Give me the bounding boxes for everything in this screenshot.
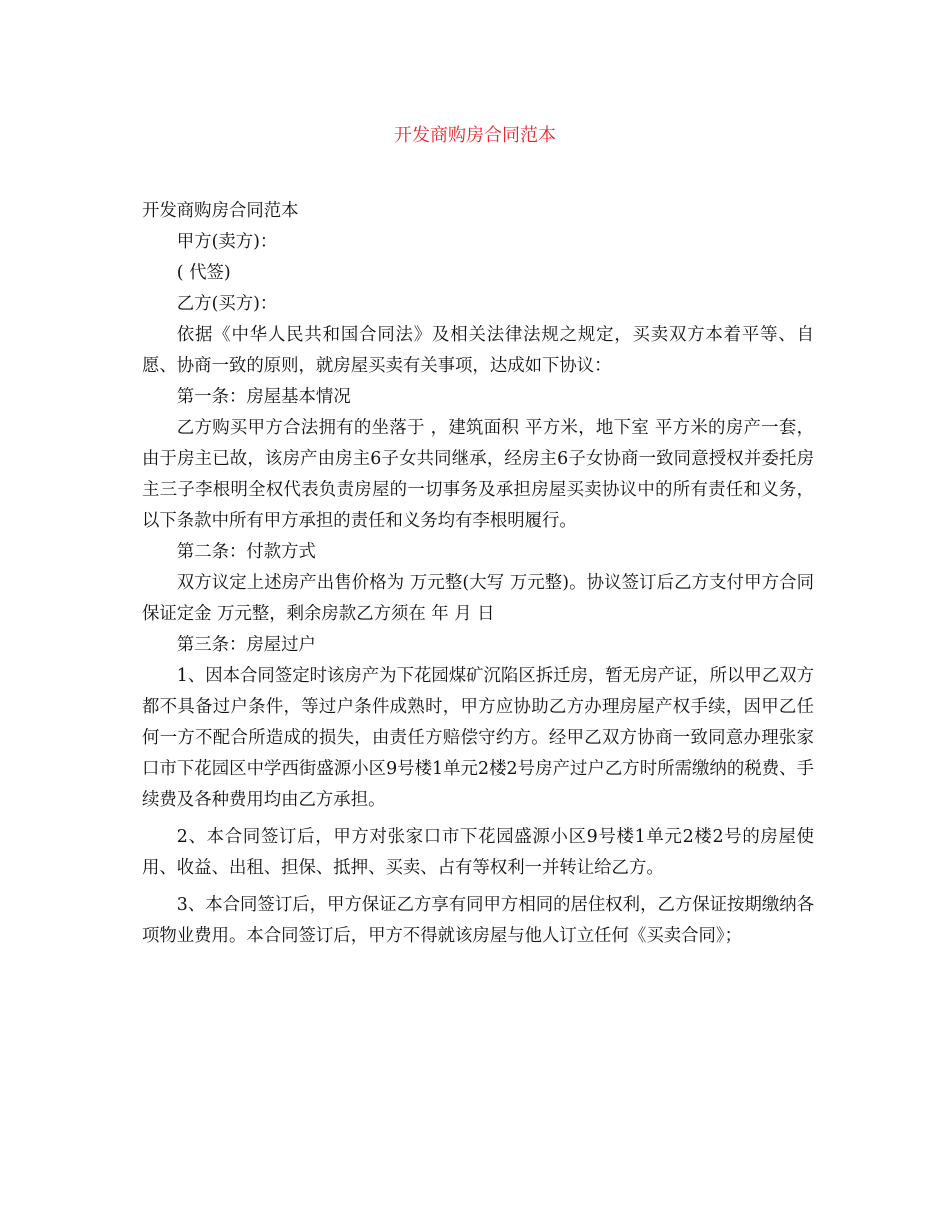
party-a-line: 甲方(卖方)：	[176, 232, 278, 252]
clause-2: 2、本合同签订后，甲方对张家口市下花园盛源小区9号楼1单元2楼2号的房屋使用、收益、出租、担保、抵押、买卖、占有等权利一并转让给乙方。	[142, 827, 814, 878]
party-a-note: ( 代签)	[176, 263, 231, 283]
document-body	[142, 196, 814, 952]
heading-line: 开发商购房合同范本	[142, 201, 299, 221]
preamble-paragraph: 依据《中华人民共和国合同法》及相关法律法规之规定，买卖双方本着平等、自愿、协商一致的原则，就房屋买卖有关事项，达成如下协议：	[142, 325, 814, 376]
article-1-body: 乙方购买甲方合法拥有的坐落于 ，建筑面积 平方米，地下室 平方米的房产一套，由于房主已故，该房产由房主6子女共同继承，经房主6子女协商一致同意授权并委托房主三子李根明全权代表负责房屋的一切事务及承担房屋买卖协议中的所有责任和义务，以下条款中所有甲方承担的责任和义务均有李根明履行。	[142, 418, 814, 531]
party-b-line: 乙方(买方)：	[176, 294, 278, 314]
article-1-title: 第一条：房屋基本情况	[176, 387, 351, 407]
article-2-body: 双方议定上述房产出售价格为 万元整(大写 万元整)。协议签订后乙方支付甲方合同保证定金 万元整，剩余房款乙方须在 年 月 日	[142, 573, 814, 624]
document-title: 开发商购房合同范本	[394, 125, 556, 146]
clause-3: 3、本合同签订后，甲方保证乙方享有同甲方相同的居住权利，乙方保证按期缴纳各项物业费用。本合同签订后，甲方不得就该房屋与他人订立任何《买卖合同》；	[142, 895, 814, 946]
article-2-title: 第二条：付款方式	[176, 542, 316, 562]
article-3-title: 第三条：房屋过户	[176, 635, 316, 655]
clause-1: 1、因本合同签定时该房产为下花园煤矿沉陷区拆迁房，暂无房产证，所以甲乙双方都不具备过户条件，等过户条件成熟时，甲方应协助乙方办理房屋产权手续，因甲乙任何一方不配合所造成的损失，由责任方赔偿守约方。经甲乙双方协商一致同意办理张家口市下花园区中学西街盛源小区9号楼1单元2楼2号房产过户乙方时所需缴纳的税费、手续费及各种费用均由乙方承担。	[142, 666, 814, 810]
